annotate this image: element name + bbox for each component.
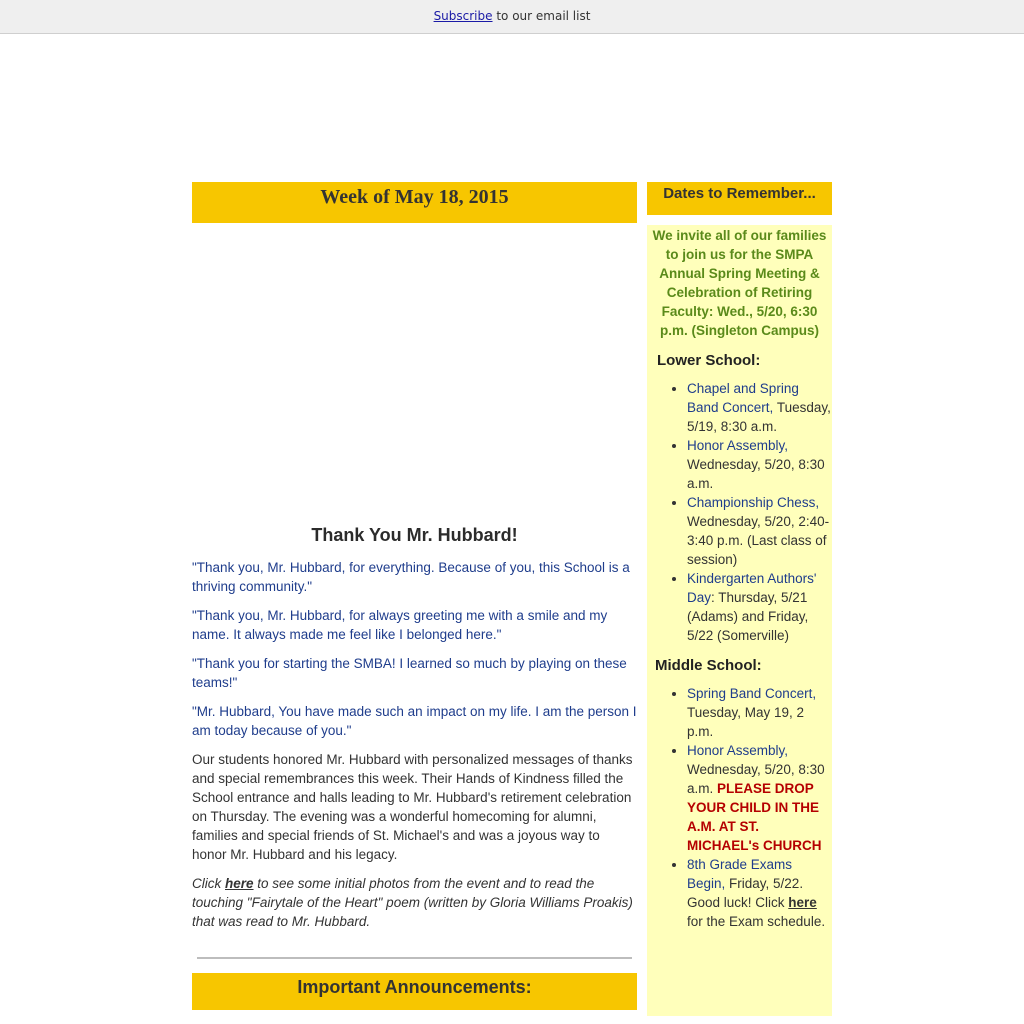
list-item	[687, 493, 832, 569]
event-name: Championship Chess,	[687, 495, 820, 510]
article-title: Thank You Mr. Hubbard!	[311, 525, 518, 545]
divider	[197, 957, 632, 959]
list-item	[687, 684, 832, 741]
spring-meeting-invite: We invite all of our families to join us for the SMPA Annual Spring Meeting & Celebration of Retiring Faculty: Wed., 5/20, 6:30 p.m. (Singleton Campus)	[652, 228, 827, 338]
quote-4: "Mr. Hubbard, You have made such an impact on my life. I am the person I am today because of you."	[192, 704, 637, 738]
photos-paragraph	[192, 874, 637, 931]
event-detail-after: for the Exam schedule.	[687, 914, 826, 929]
subscribe-bar	[0, 0, 1024, 34]
week-header	[192, 182, 637, 223]
photos-suffix: to see some initial photos from the event and to read the touching "Fairytale of the Heart" poem (written by Gloria Williams Proakis) that was read to Mr. Hubbard.	[192, 876, 633, 929]
middle-school-events	[647, 684, 832, 931]
event-name: Chapel and Spring Band Concert,	[687, 381, 799, 415]
photos-prefix: Click	[192, 876, 225, 891]
event-detail: Tuesday, 5/19, 8:30 a.m.	[687, 400, 831, 434]
quote-3: "Thank you for starting the SMBA! I learned so much by playing on these teams!"	[192, 656, 627, 690]
event-detail: Wednesday, 5/20, 8:30 a.m.	[687, 457, 825, 491]
event-detail: Friday, 5/22. Good luck! Click	[687, 876, 804, 910]
photos-here-link[interactable]: here	[225, 876, 254, 891]
dates-header	[647, 182, 832, 215]
week-title: Week of May 18, 2015	[320, 186, 509, 208]
list-item	[687, 569, 832, 645]
list-item	[687, 741, 832, 855]
event-detail: Wednesday, 5/20, 2:40-3:40 p.m. (Last class of session)	[687, 514, 830, 567]
dates-sidebar	[647, 182, 832, 1016]
exam-schedule-link[interactable]: here	[788, 895, 817, 910]
event-name: Spring Band Concert,	[687, 686, 817, 701]
dates-title: Dates to Remember...	[663, 185, 816, 202]
subscribe-suffix: to our email list	[492, 9, 591, 23]
lower-school-events	[647, 379, 832, 645]
dates-body	[647, 225, 832, 1016]
quote-1: "Thank you, Mr. Hubbard, for everything. Because of you, this School is a thriving community."	[192, 560, 630, 594]
list-item	[687, 379, 832, 436]
list-item	[687, 436, 832, 493]
subscribe-link[interactable]: Subscribe	[433, 9, 493, 23]
feature-image-area	[192, 223, 637, 525]
event-detail: Tuesday, May 19, 2 p.m.	[687, 705, 805, 739]
event-name: Kindergarten Authors' Day	[687, 571, 817, 605]
announcements-header	[192, 973, 637, 1010]
article-body: Our students honored Mr. Hubbard with personalized messages of thanks and special remembrances this week. Their Hands of Kindness filled the School entrance and halls leading to Mr. Hubbard's retirement celebration on Thursday. The evening was a wonderful homecoming for alumni, families and special friends of St. Michael's and was a joyous way to honor Mr. Hubbard and his legacy.	[192, 752, 633, 862]
event-name: 8th Grade Exams Begin,	[687, 857, 793, 891]
lower-school-heading: Lower School:	[657, 352, 761, 369]
announcements-title: Important Announcements:	[297, 977, 532, 997]
main-column	[192, 182, 637, 1010]
middle-school-heading: Middle School:	[655, 657, 762, 674]
drop-off-alert: PLEASE DROP YOUR CHILD IN THE A.M. AT ST. MICHAEL's CHURCH	[687, 781, 822, 853]
list-item	[687, 855, 832, 931]
quote-2: "Thank you, Mr. Hubbard, for always greeting me with a smile and my name. It always made me feel like I belonged here."	[192, 608, 608, 642]
event-detail: Wednesday, 5/20, 8:30 a.m.	[687, 762, 825, 796]
event-name: Honor Assembly,	[687, 743, 789, 758]
event-detail: : Thursday, 5/21 (Adams) and Friday, 5/22 (Somerville)	[687, 590, 809, 643]
event-name: Honor Assembly,	[687, 438, 789, 453]
